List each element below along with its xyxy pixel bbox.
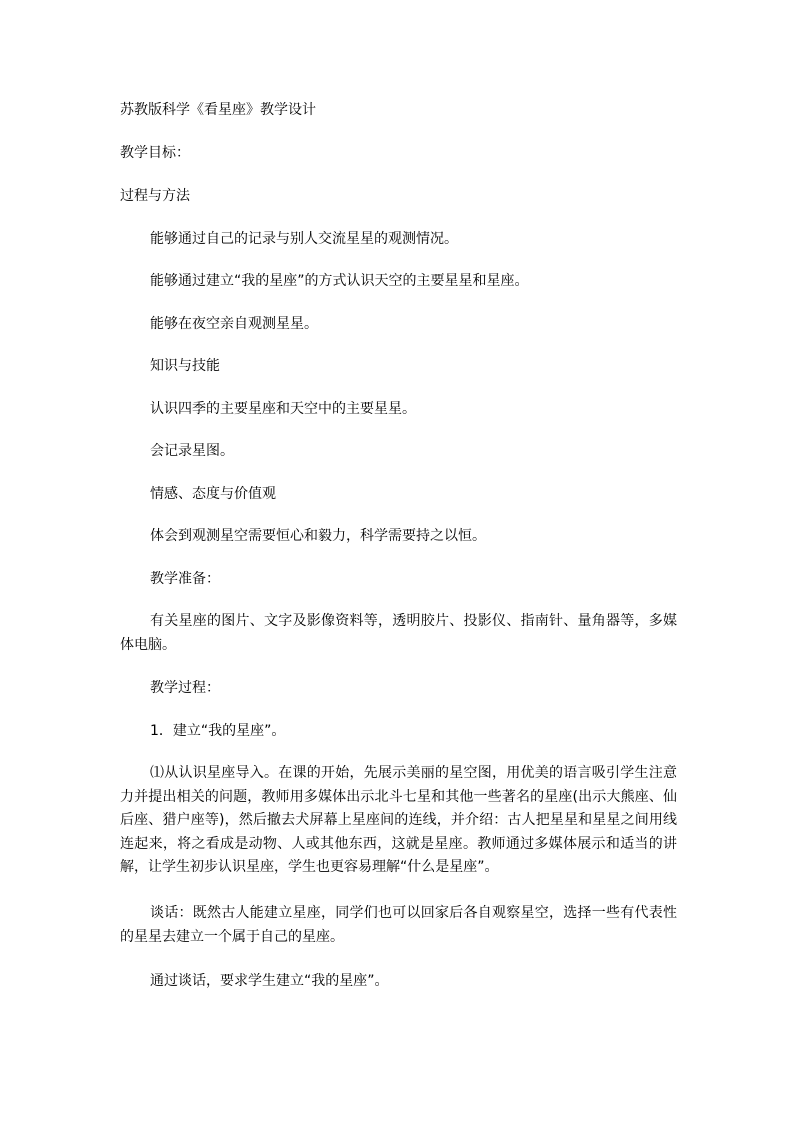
emotion-attitude-heading: 情感、态度与价值观 [150,486,276,502]
process-method-item-3: 能够在夜空亲自观测星星。 [150,316,318,332]
knowledge-skills-item-2: 会记录星图。 [150,443,234,459]
knowledge-skills-heading: 知识与技能 [150,358,220,374]
document-title: 苏教版科学《看星座》教学设计 [120,102,316,118]
preparation-heading: 教学准备： [150,571,220,587]
closing-line: 通过谈话，要求学生建立“我的星座”。 [150,973,389,989]
objectives-heading: 教学目标： [120,145,190,161]
process-heading: 教学过程： [150,680,220,696]
emotion-attitude-item-1: 体会到观测星空需要恒心和毅力，科学需要持之以恒。 [150,528,486,544]
step1-heading: 1．建立“我的星座”。 [150,723,286,739]
process-method-heading: 过程与方法 [120,188,190,204]
process-method-item-2: 能够通过建立“我的星座”的方式认识天空的主要星星和星座。 [150,273,529,289]
process-method-item-1: 能够通过自己的记录与别人交流星星的观测情况。 [150,231,458,247]
talk-paragraph: 谈话：既然古人能建立星座，同学们也可以回家后各自观察星空，选择一些有代表性的星星去建立一个属于自己的星座。 [120,905,677,945]
preparation-paragraph: 有关星座的图片、文字及影像资料等，透明胶片、投影仪、指南针、量角器等，多媒体电脑。 [120,613,677,653]
knowledge-skills-item-1: 认识四季的主要星座和天空中的主要星星。 [150,401,416,417]
step1-paragraph: ⑴从认识星座导入。在课的开始，先展示美丽的星空图，用优美的语言吸引学生注意力并提出相关的问题，教师用多媒体出示北斗七星和其他一些著名的星座(出示大熊座、仙后座、猎户座等)，然后撤去犬屏幕上星座间的连线，并介绍：古人把星星和星星之间用线连起来，将之看成是动物、人或其他东西，这就是星座。教师通过多媒体展示和适当的讲解，让学生初步认识星座，学生也更容易理解“什么是星座”。 [120,765,677,875]
